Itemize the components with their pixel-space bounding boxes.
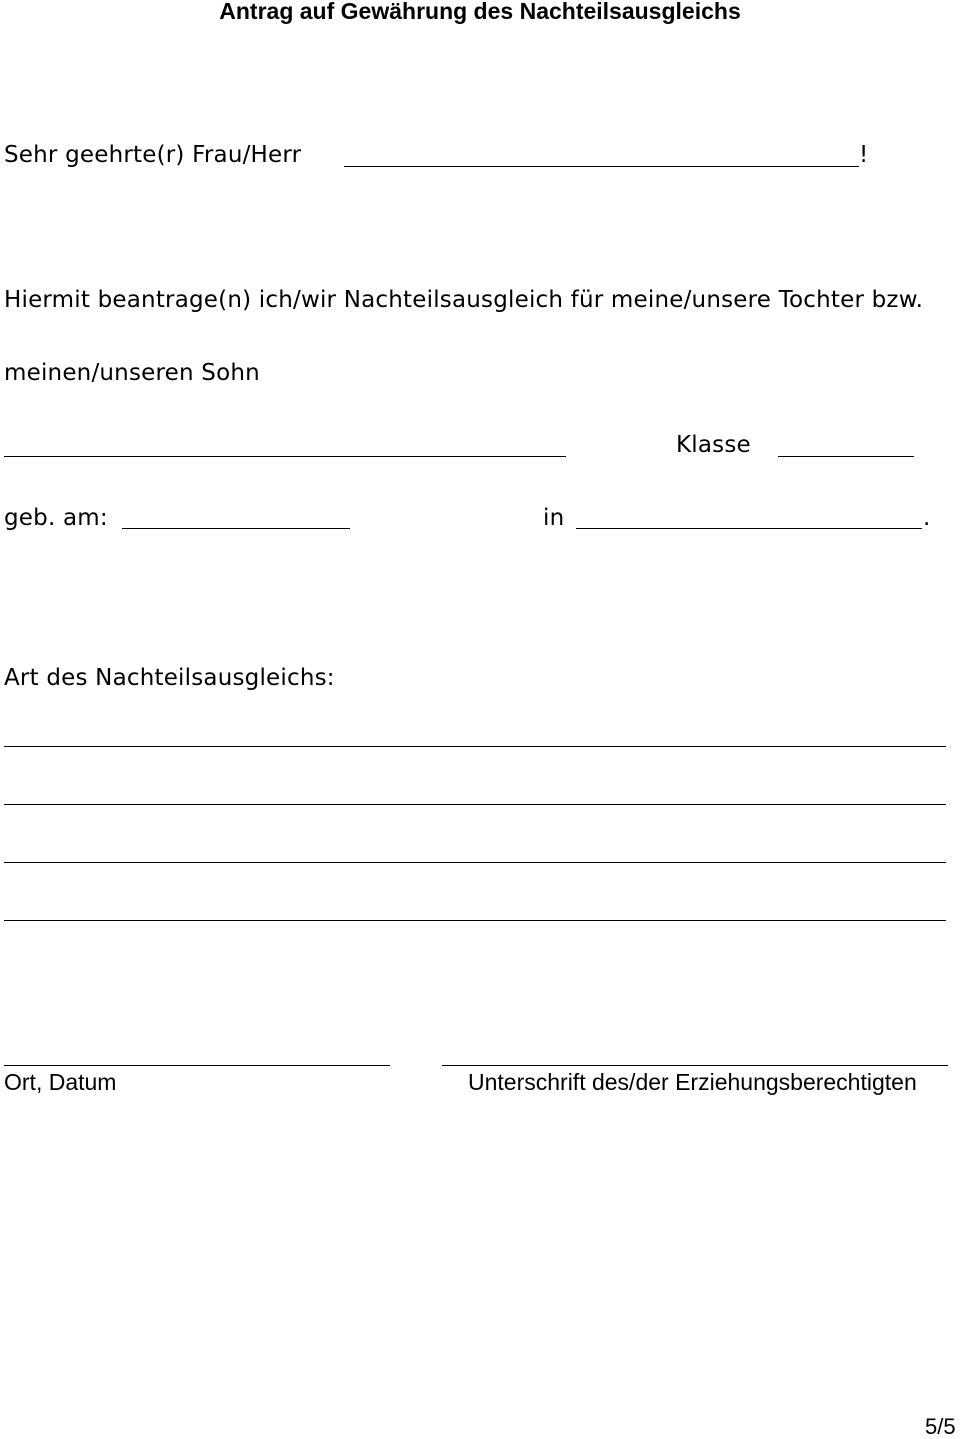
class-field[interactable]	[778, 456, 914, 457]
compensation-type-line-2[interactable]	[4, 804, 946, 805]
request-text-line-2: meinen/unseren Sohn	[4, 360, 260, 386]
signature-label: Unterschrift des/der Erziehungsberechtigten	[468, 1069, 917, 1095]
birth-date-label: geb. am:	[4, 505, 108, 531]
birth-place-label: in	[543, 505, 565, 531]
recipient-name-field[interactable]	[344, 166, 859, 167]
compensation-type-line-3[interactable]	[4, 862, 946, 863]
birth-place-field[interactable]	[576, 528, 922, 529]
birth-place-period: .	[923, 505, 931, 531]
class-label: Klasse	[676, 432, 751, 458]
request-text-line-1: Hiermit beantrage(n) ich/wir Nachteilsausgleich für meine/unsere Tochter bzw.	[4, 287, 924, 313]
salutation-exclamation: !	[859, 142, 869, 168]
child-name-field[interactable]	[4, 456, 566, 457]
place-date-field[interactable]	[4, 1065, 390, 1066]
compensation-type-line-1[interactable]	[4, 746, 946, 747]
page-number: 5/5	[925, 1414, 956, 1439]
document-title: Antrag auf Gewährung des Nachteilsausgleichs	[219, 0, 741, 24]
salutation-label: Sehr geehrte(r) Frau/Herr	[4, 142, 302, 168]
birth-date-field[interactable]	[122, 528, 350, 529]
compensation-type-label: Art des Nachteilsausgleichs:	[4, 665, 335, 691]
compensation-type-line-4[interactable]	[4, 920, 946, 921]
place-date-label: Ort, Datum	[4, 1069, 117, 1095]
signature-field[interactable]	[442, 1065, 948, 1066]
